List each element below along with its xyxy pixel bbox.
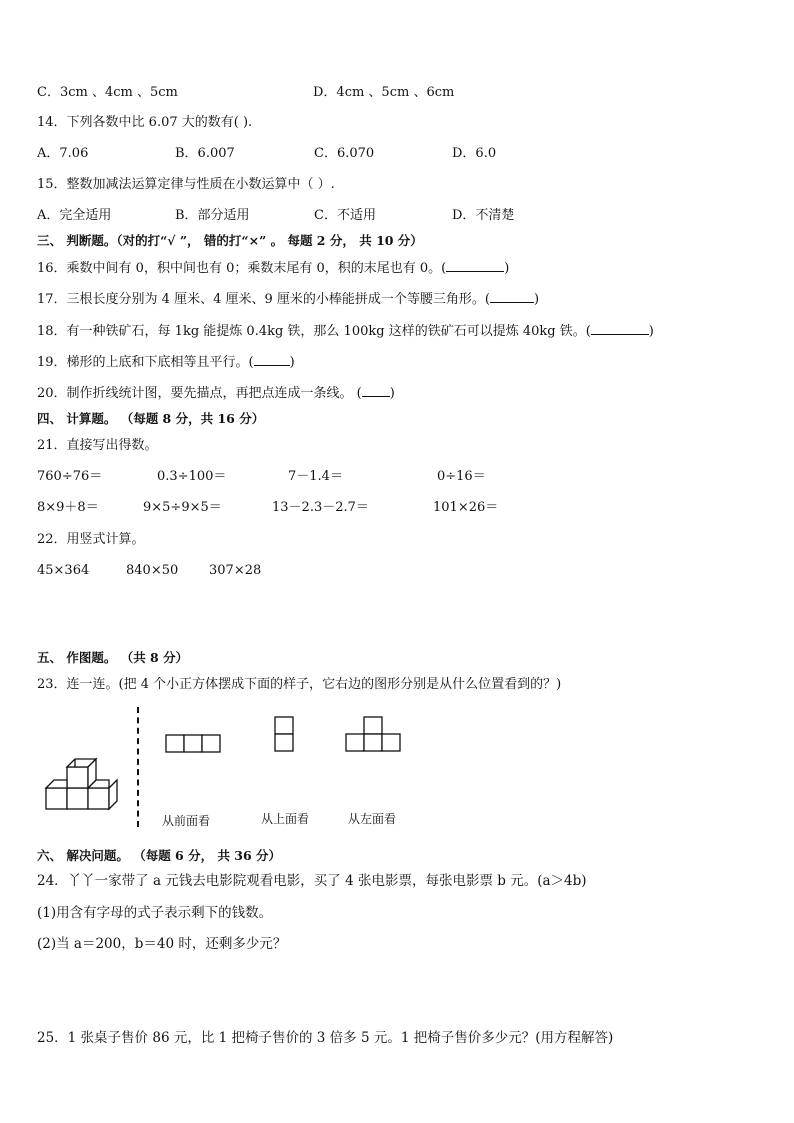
q15-option-d: D．不清楚 bbox=[452, 208, 515, 223]
q19-answer-blank[interactable] bbox=[254, 353, 290, 366]
q22-item-1: 45×364 bbox=[37, 563, 90, 578]
q20-answer-blank[interactable] bbox=[362, 384, 390, 397]
q21-text: 21．直接写出得数。 bbox=[37, 438, 158, 453]
view-label-left[interactable]: 从左面看 bbox=[348, 812, 397, 826]
q17 bbox=[37, 290, 539, 309]
q21-r2-c2: 9×5÷9×5＝ bbox=[143, 500, 222, 515]
view-label-top[interactable]: 从上面看 bbox=[261, 812, 310, 826]
q15-text: 15．整数加减法运算定律与性质在小数运算中（ ）. bbox=[37, 177, 335, 192]
q15-option-a: A．完全适用 bbox=[37, 208, 112, 223]
q24-part-2: (2)当 a＝200，b＝40 时，还剩多少元？ bbox=[37, 936, 287, 952]
q21-r1-c1: 760÷76＝ bbox=[37, 469, 103, 484]
q18-close: ) bbox=[648, 324, 654, 339]
q14-option-b: B．6.007 bbox=[175, 146, 235, 161]
view-top-shape[interactable] bbox=[274, 716, 296, 754]
q17-close: ) bbox=[533, 292, 540, 307]
q19-text: 19．梯形的上底和下底相等且平行。( bbox=[37, 355, 254, 370]
divider-dashed-line bbox=[137, 707, 139, 827]
q14-option-c: C．6.070 bbox=[314, 146, 375, 161]
q22-item-3: 307×28 bbox=[209, 563, 262, 578]
q20-close: ) bbox=[389, 386, 395, 401]
q14-option-d: D．6.0 bbox=[452, 146, 497, 161]
q14-option-a: A．7.06 bbox=[37, 146, 89, 161]
cube-stack-drawing bbox=[40, 748, 126, 814]
q13-option-d: D．4cm 、5cm 、6cm bbox=[313, 85, 455, 100]
view-front-shape[interactable] bbox=[165, 734, 223, 754]
q25-text: 25．1 张桌子售价 86 元，比 1 把椅子售价的 3 倍多 5 元。1 把椅子售价多少元？(用方程解答) bbox=[37, 1030, 614, 1046]
q21-r1-c4: 0÷16＝ bbox=[437, 469, 486, 484]
cube-top bbox=[67, 767, 88, 788]
q21-r2-c3: 13－2.3－2.7＝ bbox=[272, 500, 369, 515]
section-5-title: 五、 作图题。 （共 8 分） bbox=[37, 650, 189, 665]
q16-close: ) bbox=[504, 261, 510, 276]
q22-text: 22．用竖式计算。 bbox=[37, 532, 145, 547]
q16-text: 16．乘数中间有 0，积中间也有 0；乘数末尾有 0，积的末尾也有 0。( bbox=[37, 261, 447, 276]
section-4-title: 四、 计算题。 （每题 8 分，共 16 分） bbox=[37, 411, 265, 426]
q14-text: 14．下列各数中比 6.07 大的数有( ). bbox=[37, 115, 253, 130]
q18-answer-blank[interactable] bbox=[591, 322, 649, 335]
q13-option-c: C．3cm 、4cm 、5cm bbox=[37, 85, 178, 100]
q23-text: 23．连一连。(把 4 个小正方体摆成下面的样子，它右边的图形分别是从什么位置看到的？) bbox=[37, 677, 562, 692]
cube-bottom-1 bbox=[46, 788, 67, 809]
section-6-title: 六、 解决问题。 （每题 6 分， 共 36 分） bbox=[37, 848, 282, 863]
q16-answer-blank[interactable] bbox=[446, 259, 504, 272]
q20-text: 20．制作折线统计图，要先描点，再把点连成一条线。 ( bbox=[37, 386, 362, 401]
q18-text: 18．有一种铁矿石，每 1kg 能提炼 0.4kg 铁，那么 100kg 这样的铁矿石可以提炼 40kg 铁。( bbox=[37, 324, 591, 339]
q24-text: 24．丫丫一家带了 a 元钱去电影院观看电影，买了 4 张电影票，每张电影票 b 元。(a＞4b) bbox=[37, 873, 587, 889]
q21-r1-c3: 7－1.4＝ bbox=[288, 469, 343, 484]
q21-r1-c2: 0.3÷100＝ bbox=[157, 469, 227, 484]
q17-text: 17．三根长度分别为 4 厘米、4 厘米、9 厘米的小棒能拼成一个等腰三角形。( bbox=[37, 292, 490, 307]
q24-part-1: (1)用含有字母的式子表示剩下的钱数。 bbox=[37, 905, 273, 921]
view-label-front[interactable]: 从前面看 bbox=[162, 814, 211, 828]
cube-bottom-3 bbox=[88, 788, 109, 809]
q15-option-b: B．部分适用 bbox=[175, 208, 250, 223]
q16 bbox=[37, 259, 509, 278]
q20 bbox=[37, 384, 395, 403]
section-3-title: 三、 判断题。（对的打“√ ”， 错的打“×” 。 每题 2 分， 共 10 分） bbox=[37, 233, 423, 248]
q18 bbox=[37, 322, 654, 341]
q19 bbox=[37, 353, 295, 372]
q22-item-2: 840×50 bbox=[126, 563, 179, 578]
q21-r2-c4: 101×26＝ bbox=[433, 500, 499, 515]
q17-answer-blank[interactable] bbox=[490, 290, 534, 303]
q19-close: ) bbox=[289, 355, 295, 370]
view-left-shape[interactable] bbox=[345, 716, 403, 754]
q21-r2-c1: 8×9＋8＝ bbox=[37, 500, 99, 515]
cube-bottom-2 bbox=[67, 788, 88, 809]
q15-option-c: C．不适用 bbox=[314, 208, 376, 223]
